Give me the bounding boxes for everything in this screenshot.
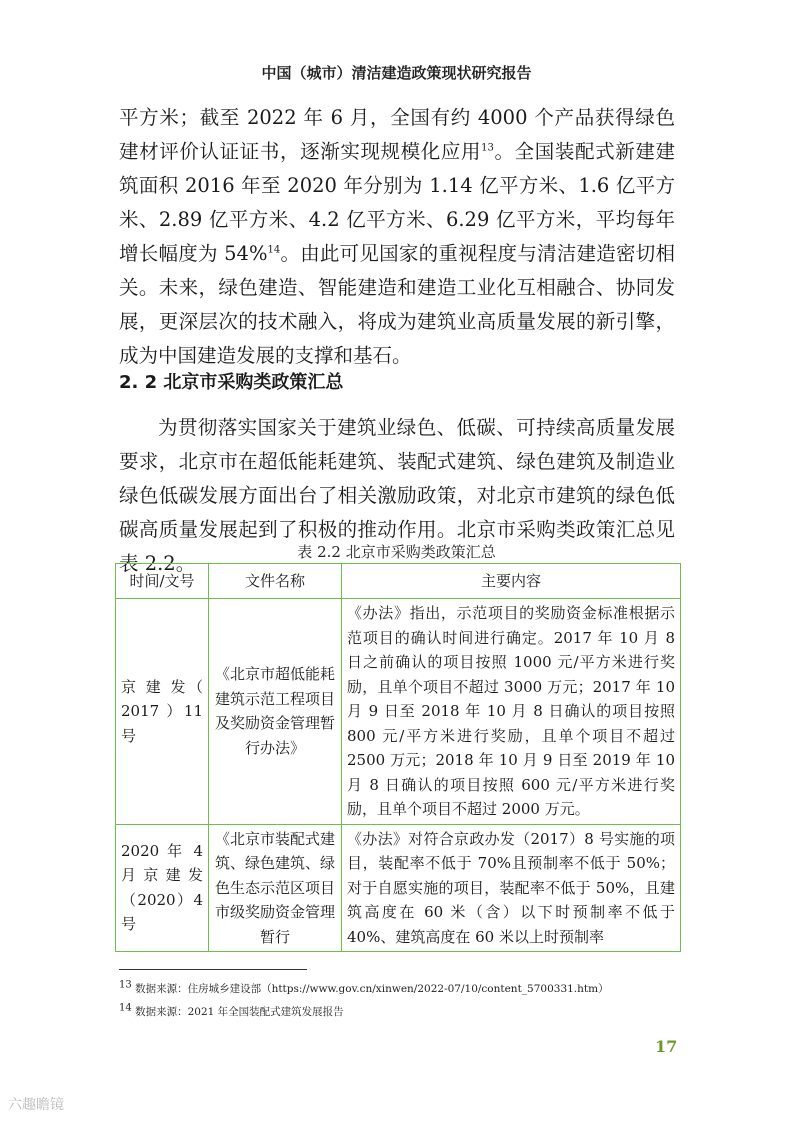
intro-paragraph bbox=[119, 101, 675, 373]
running-header: 中国（城市）清洁建造政策现状研究报告 bbox=[261, 64, 532, 82]
para1-text-a: 平方米；截至 2022 年 6 月，全国有约 4000 个产品获得绿色建材评价认证证书，逐渐实现规模化应用 bbox=[119, 106, 675, 163]
para1-text-c: 。由此可见国家的重视程度与清洁建造密切相关。未来，绿色建造、智能建造和建造工业化互相融合、协同发展，更深层次的技术融入，将成为建筑业高质量发展的新引擎，成为中国建造发展的支撑和基石。 bbox=[119, 242, 675, 367]
cell-date: 京 建 发（ 2017 ）11 号 bbox=[116, 599, 209, 825]
table-caption: 表 2.2 北京市采购类政策汇总 bbox=[297, 543, 496, 561]
table-header-row bbox=[116, 564, 681, 599]
footnote-number: 14 bbox=[119, 1002, 132, 1014]
watermark: 六趣瞻镜 bbox=[8, 1097, 64, 1113]
column-header-content: 主要内容 bbox=[342, 564, 681, 599]
footnote-text: 数据来源：住房城乡建设部（https://www.gov.cn/xinwen/2022-07/10/content_5700331.htm） bbox=[135, 983, 609, 995]
section-heading: 2. 2 北京市采购类政策汇总 bbox=[119, 372, 344, 393]
cell-date: 2020 年 4 月京建发（2020）4 号 bbox=[116, 824, 209, 952]
footnote-number: 13 bbox=[119, 979, 132, 991]
footnote-ref-13[interactable]: 13 bbox=[481, 142, 494, 154]
table-row bbox=[116, 599, 681, 825]
footnote-13 bbox=[119, 981, 609, 996]
footnote-ref-14[interactable]: 14 bbox=[267, 244, 281, 256]
cell-name: 《北京市超低能耗建筑示范工程项目及奖励资金管理暂行办法》 bbox=[209, 599, 342, 825]
policy-intro-paragraph: 为贯彻落实国家关于建筑业绿色、低碳、可持续高质量发展要求，北京市在超低能耗建筑、装配式建筑、绿色建筑及制造业绿色低碳发展方面出台了相关激励政策，对北京市建筑的绿色低碳高质量发展起到了积极的推动作用。北京市采购类政策汇总见表 2.2。 bbox=[119, 416, 675, 575]
cell-content: 《办法》指出，示范项目的奖励资金标准根据示范项目的确认时间进行确定。2017 年 10 月 8 日之前确认的项目按照 1000 元/平方米进行奖励，且单个项目不超过 3000 万元；2017 年 10 月 9 日至 2018 年 10 月 8 日确认的项目按照 800 元/平方米进行奖励，且单个项目不超过 2500 万元；2018 年 10 月 9 日至 2019 年 10 月 8 日确认的项目按照 600 元/平方米进行奖励，且单个项目不超过 2000 万元。 bbox=[342, 599, 681, 825]
footnote-divider bbox=[119, 969, 307, 970]
table-row bbox=[116, 824, 681, 952]
cell-content: 《办法》对符合京政办发（2017）8 号实施的项目，装配率不低于 70%且预制率不低于 50%；对于自愿实施的项目，装配率不低于 50%，且建筑高度在 60 米（含）以下时预制率不低于 40%、建筑高度在 60 米以上时预制率 bbox=[342, 824, 681, 952]
column-header-date: 时间/文号 bbox=[116, 564, 209, 599]
footnote-text: 数据来源：2021 年全国装配式建筑发展报告 bbox=[135, 1006, 344, 1018]
cell-name: 《北京市装配式建筑、绿色建筑、绿色生态示范区项目市级奖励资金管理暂行 bbox=[209, 824, 342, 952]
para1-text-b: 。全国装配式新建建筑面积 2016 年至 2020 年分别为 1.14 亿平方米、1.6 亿平方米、2.89 亿平方米、4.2 亿平方米、6.29 亿平方米，平均每年增长幅度为 54% bbox=[119, 140, 675, 265]
policy-table bbox=[115, 563, 681, 952]
column-header-name: 文件名称 bbox=[209, 564, 342, 599]
footnote-14 bbox=[119, 1004, 344, 1019]
page-number: 17 bbox=[655, 1037, 678, 1056]
